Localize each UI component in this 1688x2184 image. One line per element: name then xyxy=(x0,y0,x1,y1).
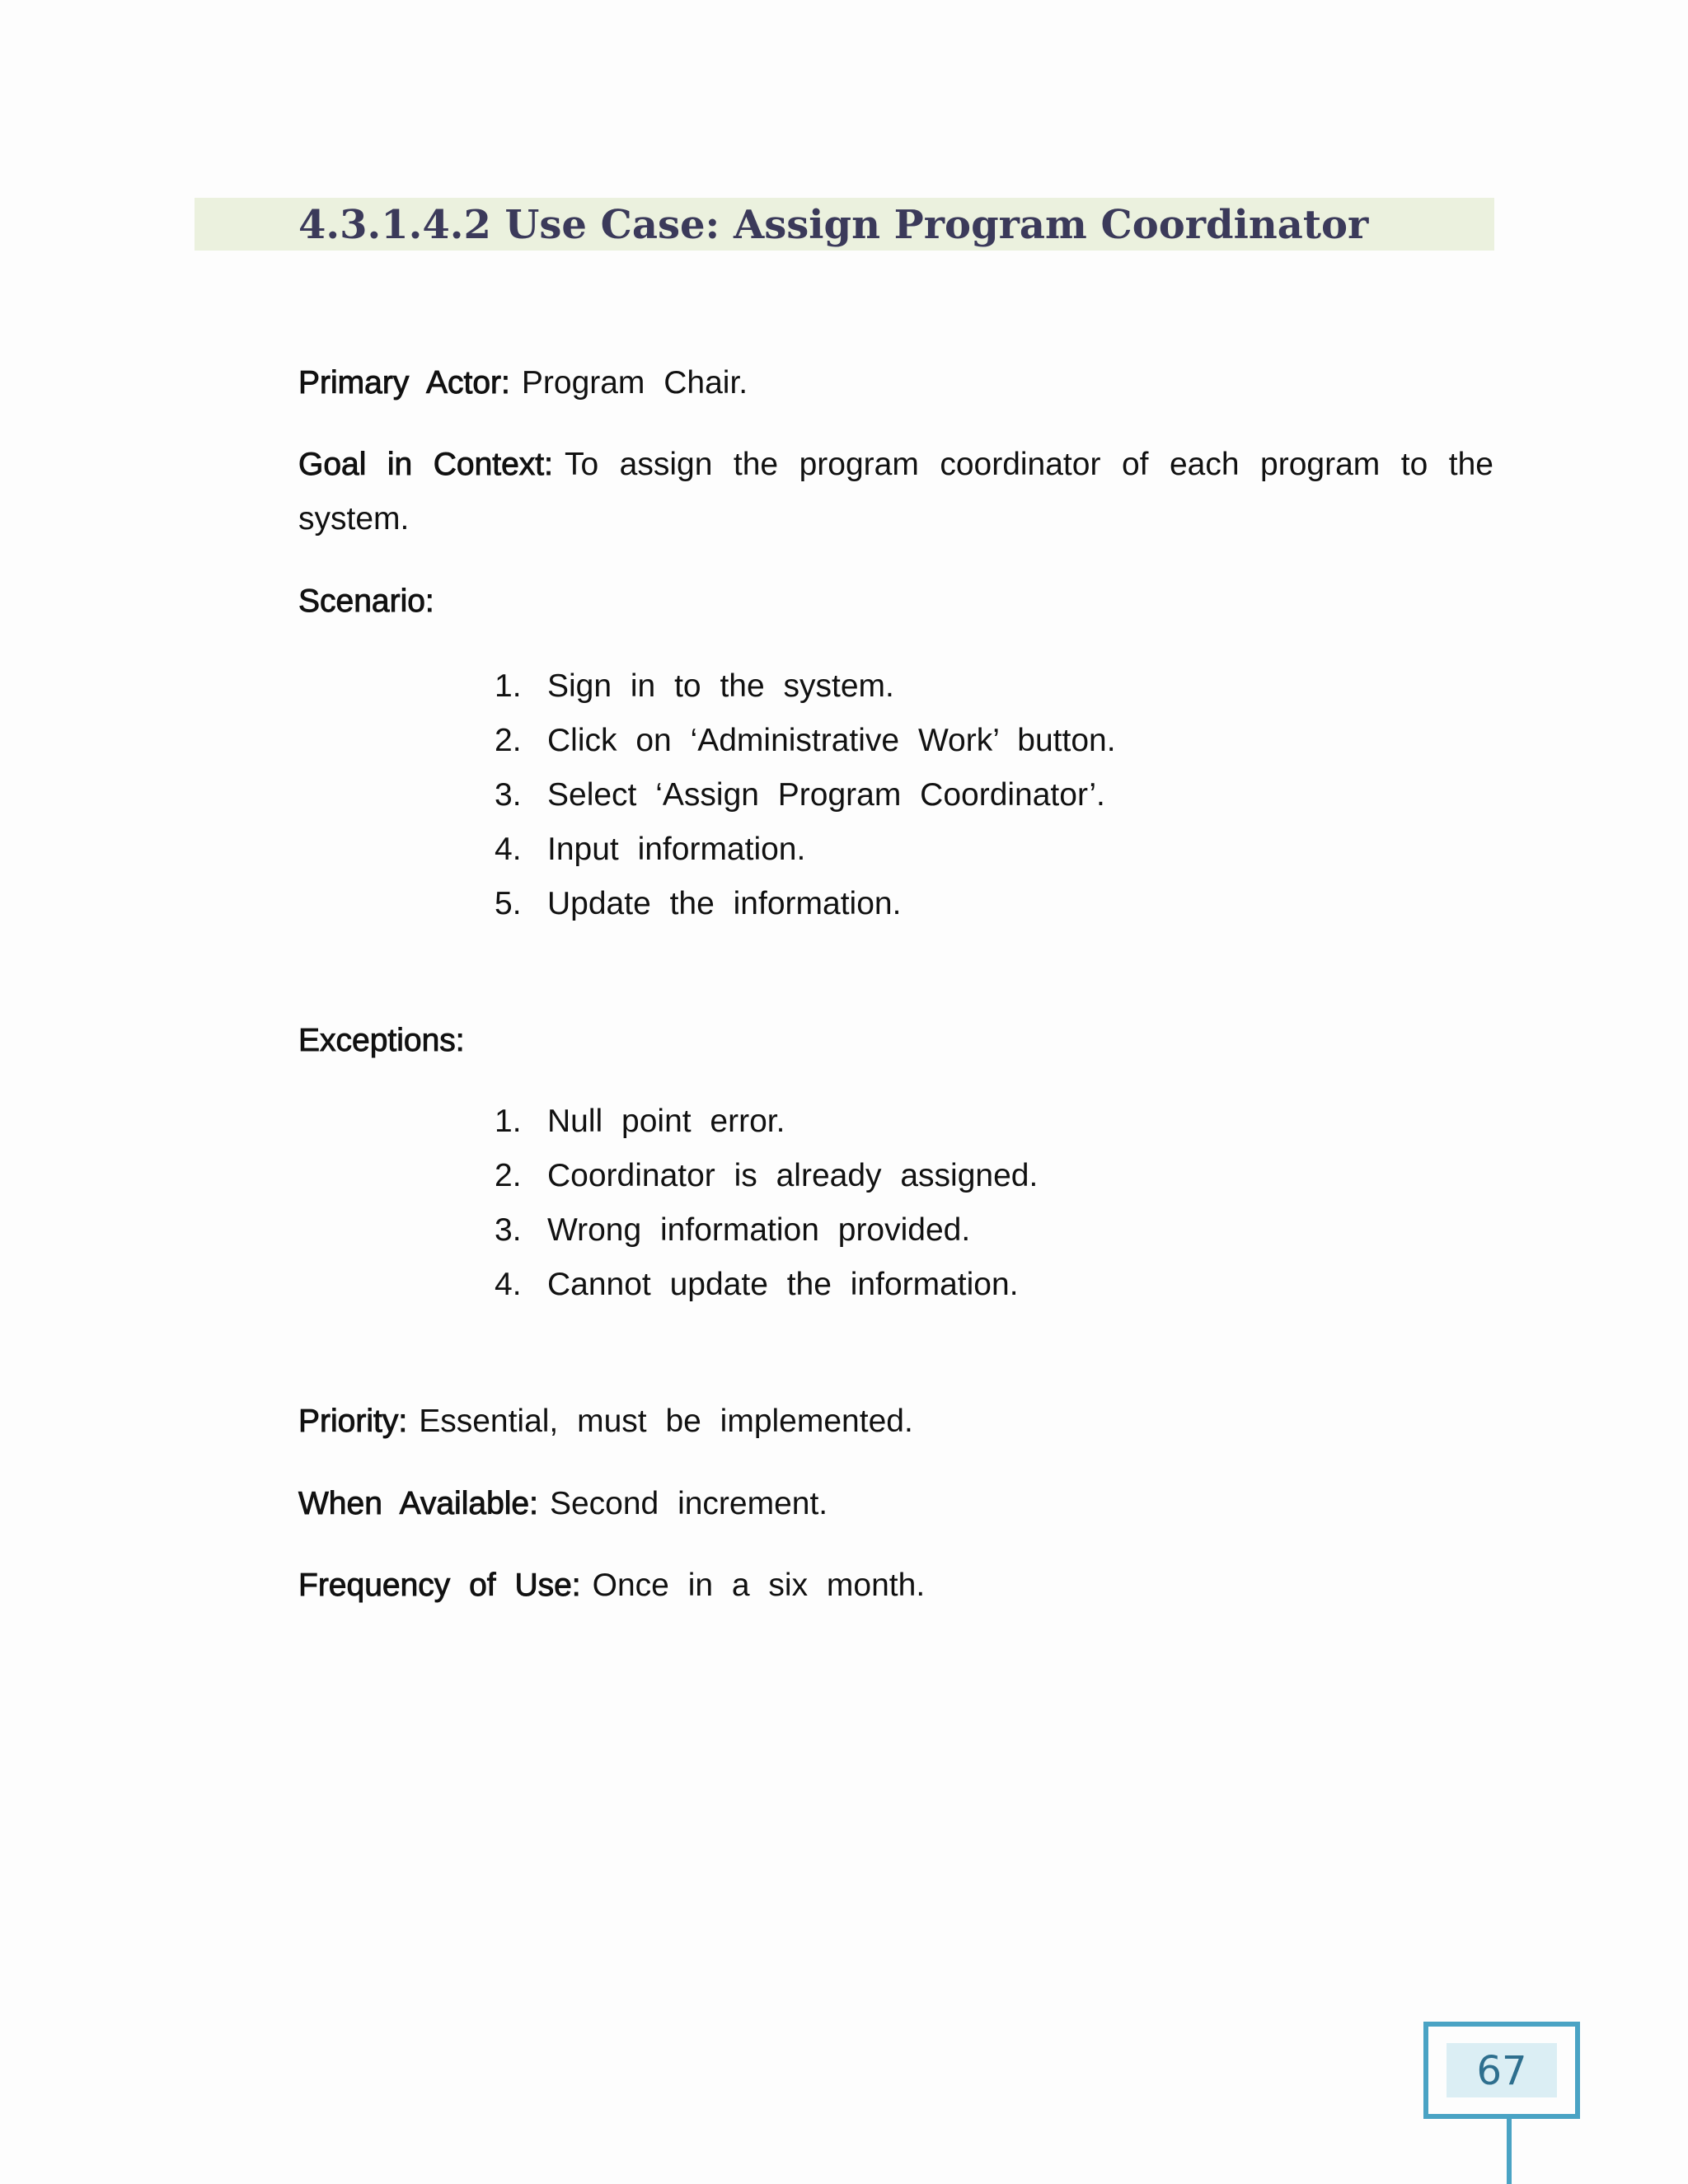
scenario-list xyxy=(495,659,1116,931)
list-item: 1. Null point error. xyxy=(495,1104,785,1139)
exceptions-heading xyxy=(298,1014,1493,1068)
exceptions-list xyxy=(495,1094,1038,1312)
list-item: 1. Sign in to the system. xyxy=(495,668,894,704)
goal-row xyxy=(298,438,1493,546)
scenario-label: Scenario: xyxy=(298,583,434,619)
frequency-row xyxy=(298,1558,1493,1613)
priority-row xyxy=(298,1394,1493,1449)
primary-actor-row xyxy=(298,356,1493,410)
frequency-value: Once in a six month. xyxy=(592,1568,926,1603)
page-number-stem xyxy=(1507,2119,1512,2184)
list-item: 4. Input information. xyxy=(495,832,806,867)
priority-label: Priority: xyxy=(298,1404,408,1439)
list-item: 3. Select ‘Assign Program Coordinator’. xyxy=(495,777,1105,813)
when-available-row xyxy=(298,1477,1493,1531)
page-number-box xyxy=(1423,2022,1580,2119)
primary-actor-label: Primary Actor: xyxy=(298,365,510,401)
section-heading: 4.3.1.4.2 Use Case: Assign Program Coordinator xyxy=(298,202,1369,248)
list-item: 2. Click on ‘Administrative Work’ button. xyxy=(495,723,1116,758)
list-item: 3. Wrong information provided. xyxy=(495,1212,971,1248)
list-item: 2. Coordinator is already assigned. xyxy=(495,1158,1039,1193)
page-number: 67 xyxy=(1447,2043,1557,2097)
list-item: 5. Update the information. xyxy=(495,886,902,921)
goal-label: Goal in Context: xyxy=(298,447,553,482)
scenario-heading xyxy=(298,574,1493,629)
list-item: 4. Cannot update the information. xyxy=(495,1267,1019,1302)
frequency-label: Frequency of Use: xyxy=(298,1568,581,1603)
priority-value: Essential, must be implemented. xyxy=(419,1404,913,1439)
when-available-value: Second increment. xyxy=(549,1486,828,1521)
when-available-label: When Available: xyxy=(298,1486,538,1521)
primary-actor-value: Program Chair. xyxy=(521,365,748,401)
goal-value: To assign the program coordinator of each program to the system. xyxy=(298,447,1493,537)
exceptions-label: Exceptions: xyxy=(298,1023,465,1058)
